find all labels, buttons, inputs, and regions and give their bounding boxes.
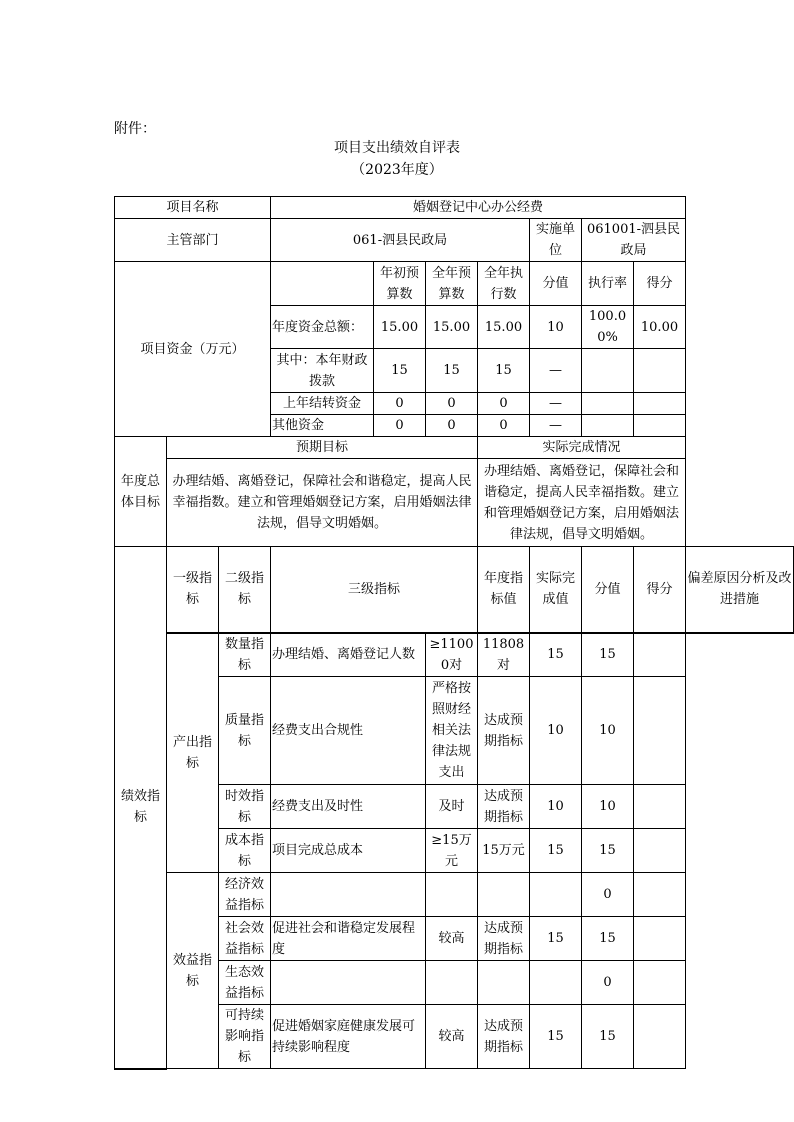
funds-cell — [634, 415, 686, 437]
impl-value: 061001-泗县民政局 — [582, 219, 686, 262]
performance-evaluation-table — [114, 196, 794, 1070]
funds-header: 分值 — [530, 262, 582, 306]
perf-header-actual: 实际完成值 — [530, 547, 582, 633]
indicator-score: 15 — [530, 633, 582, 677]
indicator-row — [115, 873, 794, 917]
funds-cell: 0 — [478, 415, 530, 437]
indicator-target: 严格按照财经相关法律法规支出 — [426, 677, 478, 785]
output-indicators-label: 产出指标 — [167, 633, 219, 873]
funds-header-blank — [271, 262, 374, 306]
annual-goal-label: 年度总体目标 — [115, 437, 167, 547]
funds-row-name: 其中：本年财政拨款 — [271, 349, 374, 393]
indicator-l2: 成本指标 — [219, 829, 271, 873]
indicator-actual: 达成预期指标 — [478, 1005, 530, 1069]
indicator-score: 10 — [530, 677, 582, 785]
indicator-got: 15 — [582, 917, 634, 961]
indicator-l2: 可持续影响指标 — [219, 1005, 271, 1069]
funds-cell: — — [530, 415, 582, 437]
indicator-l2: 质量指标 — [219, 677, 271, 785]
funds-cell: 15.00 — [374, 306, 426, 349]
perf-header-got: 得分 — [634, 547, 686, 633]
indicator-actual: 达成预期指标 — [478, 677, 530, 785]
indicator-score: 15 — [530, 917, 582, 961]
indicator-target: ≥15万元 — [426, 829, 478, 873]
indicator-target: 较高 — [426, 1005, 478, 1069]
indicator-l3: 经费支出及时性 — [271, 785, 426, 829]
indicator-target: 较高 — [426, 917, 478, 961]
indicator-l2: 经济效益指标 — [219, 873, 271, 917]
indicator-l3: 促进婚姻家庭健康发展可持续影响程度 — [271, 1005, 426, 1069]
indicator-actual: 达成预期指标 — [478, 785, 530, 829]
funds-header: 年初预算数 — [374, 262, 426, 306]
project-name-label: 项目名称 — [115, 197, 271, 219]
indicator-actual — [478, 961, 530, 1005]
indicator-score — [530, 961, 582, 1005]
funds-cell: 15.00 — [426, 306, 478, 349]
funds-cell: 10.00 — [634, 306, 686, 349]
indicator-score: 15 — [530, 1005, 582, 1069]
indicator-got: 15 — [582, 633, 634, 677]
impl-label: 实施单位 — [530, 219, 582, 262]
expected-goal-text: 办理结婚、离婚登记，保障社会和谐稳定，提高人民幸福指数。建立和管理婚姻登记方案，启用婚姻法律法规，倡导文明婚姻。 — [167, 459, 478, 547]
indicator-got: 10 — [582, 677, 634, 785]
indicator-l3 — [271, 873, 426, 917]
indicator-l3: 办理结婚、离婚登记人数 — [271, 633, 426, 677]
indicator-l3: 经费支出合规性 — [271, 677, 426, 785]
project-name-value: 婚姻登记中心办公经费 — [271, 197, 686, 219]
funds-cell: — — [530, 349, 582, 393]
indicator-target — [426, 961, 478, 1005]
funds-header: 全年预算数 — [426, 262, 478, 306]
funds-cell: 0 — [374, 393, 426, 415]
indicator-got: 15 — [582, 1005, 634, 1069]
indicator-row — [115, 633, 794, 677]
document-title: 项目支出绩效自评表 — [334, 140, 460, 156]
perf-header-l3: 三级指标 — [271, 547, 478, 633]
actual-completion-header: 实际完成情况 — [478, 437, 686, 459]
indicator-l3: 项目完成总成本 — [271, 829, 426, 873]
actual-completion-text: 办理结婚、离婚登记，保障社会和谐稳定，提高人民幸福指数。建立和管理婚姻登记方案，启用婚姻法律法规，倡导文明婚姻。 — [478, 459, 686, 547]
expected-goal-header: 预期目标 — [167, 437, 478, 459]
indicator-l2: 时效指标 — [219, 785, 271, 829]
funds-cell — [582, 415, 634, 437]
indicator-target: ≥11000对 — [426, 633, 478, 677]
indicator-l2: 生态效益指标 — [219, 961, 271, 1005]
funds-cell: 0 — [426, 415, 478, 437]
perf-indicators-label: 绩效指标 — [115, 547, 167, 1069]
perf-header-target: 年度指标值 — [478, 547, 530, 633]
perf-header-reason: 偏差原因分析及改进措施 — [686, 547, 794, 633]
indicator-reason — [634, 1005, 686, 1069]
attachment-label: 附件： — [114, 121, 156, 137]
funds-cell — [582, 393, 634, 415]
indicator-got: 15 — [582, 829, 634, 873]
funds-header: 全年执行数 — [478, 262, 530, 306]
funds-cell — [634, 349, 686, 393]
funds-row-name: 上年结转资金 — [271, 393, 374, 415]
funds-header: 得分 — [634, 262, 686, 306]
indicator-score: 15 — [530, 829, 582, 873]
indicator-actual: 15万元 — [478, 829, 530, 873]
indicator-got: 10 — [582, 785, 634, 829]
indicator-l2: 数量指标 — [219, 633, 271, 677]
indicator-actual: 11808对 — [478, 633, 530, 677]
indicator-reason — [634, 829, 686, 873]
indicator-got: 0 — [582, 961, 634, 1005]
indicator-l3: 促进社会和谐稳定发展程度 — [271, 917, 426, 961]
indicator-score: 10 — [530, 785, 582, 829]
indicator-l2: 社会效益指标 — [219, 917, 271, 961]
funds-row-name: 年度资金总额： — [271, 306, 374, 349]
indicator-actual: 达成预期指标 — [478, 917, 530, 961]
funds-header: 执行率 — [582, 262, 634, 306]
perf-header-l1: 一级指标 — [167, 547, 219, 633]
indicator-reason — [634, 917, 686, 961]
dept-label: 主管部门 — [115, 219, 271, 262]
funds-cell: 15 — [478, 349, 530, 393]
indicator-l3 — [271, 961, 426, 1005]
funds-cell — [582, 349, 634, 393]
perf-header-l2: 二级指标 — [219, 547, 271, 633]
funds-row-name: 其他资金 — [271, 415, 374, 437]
funds-label: 项目资金（万元） — [115, 262, 271, 437]
indicator-got: 0 — [582, 873, 634, 917]
funds-cell: 15.00 — [478, 306, 530, 349]
funds-cell: 100.00% — [582, 306, 634, 349]
funds-cell — [634, 393, 686, 415]
dept-value: 061-泗县民政局 — [271, 219, 530, 262]
indicator-reason — [634, 873, 686, 917]
benefit-indicators-label: 效益指标 — [167, 873, 219, 1069]
funds-cell: — — [530, 393, 582, 415]
indicator-reason — [634, 677, 686, 785]
indicator-target — [426, 873, 478, 917]
indicator-reason — [634, 785, 686, 829]
indicator-score — [530, 873, 582, 917]
indicator-actual — [478, 873, 530, 917]
funds-cell: 10 — [530, 306, 582, 349]
document-subtitle: （2023年度） — [351, 162, 443, 178]
funds-cell: 15 — [374, 349, 426, 393]
funds-cell: 0 — [478, 393, 530, 415]
indicator-reason — [634, 633, 686, 677]
funds-cell: 15 — [426, 349, 478, 393]
indicator-reason — [634, 961, 686, 1005]
funds-cell: 0 — [374, 415, 426, 437]
indicator-target: 及时 — [426, 785, 478, 829]
funds-cell: 0 — [426, 393, 478, 415]
perf-header-score: 分值 — [582, 547, 634, 633]
